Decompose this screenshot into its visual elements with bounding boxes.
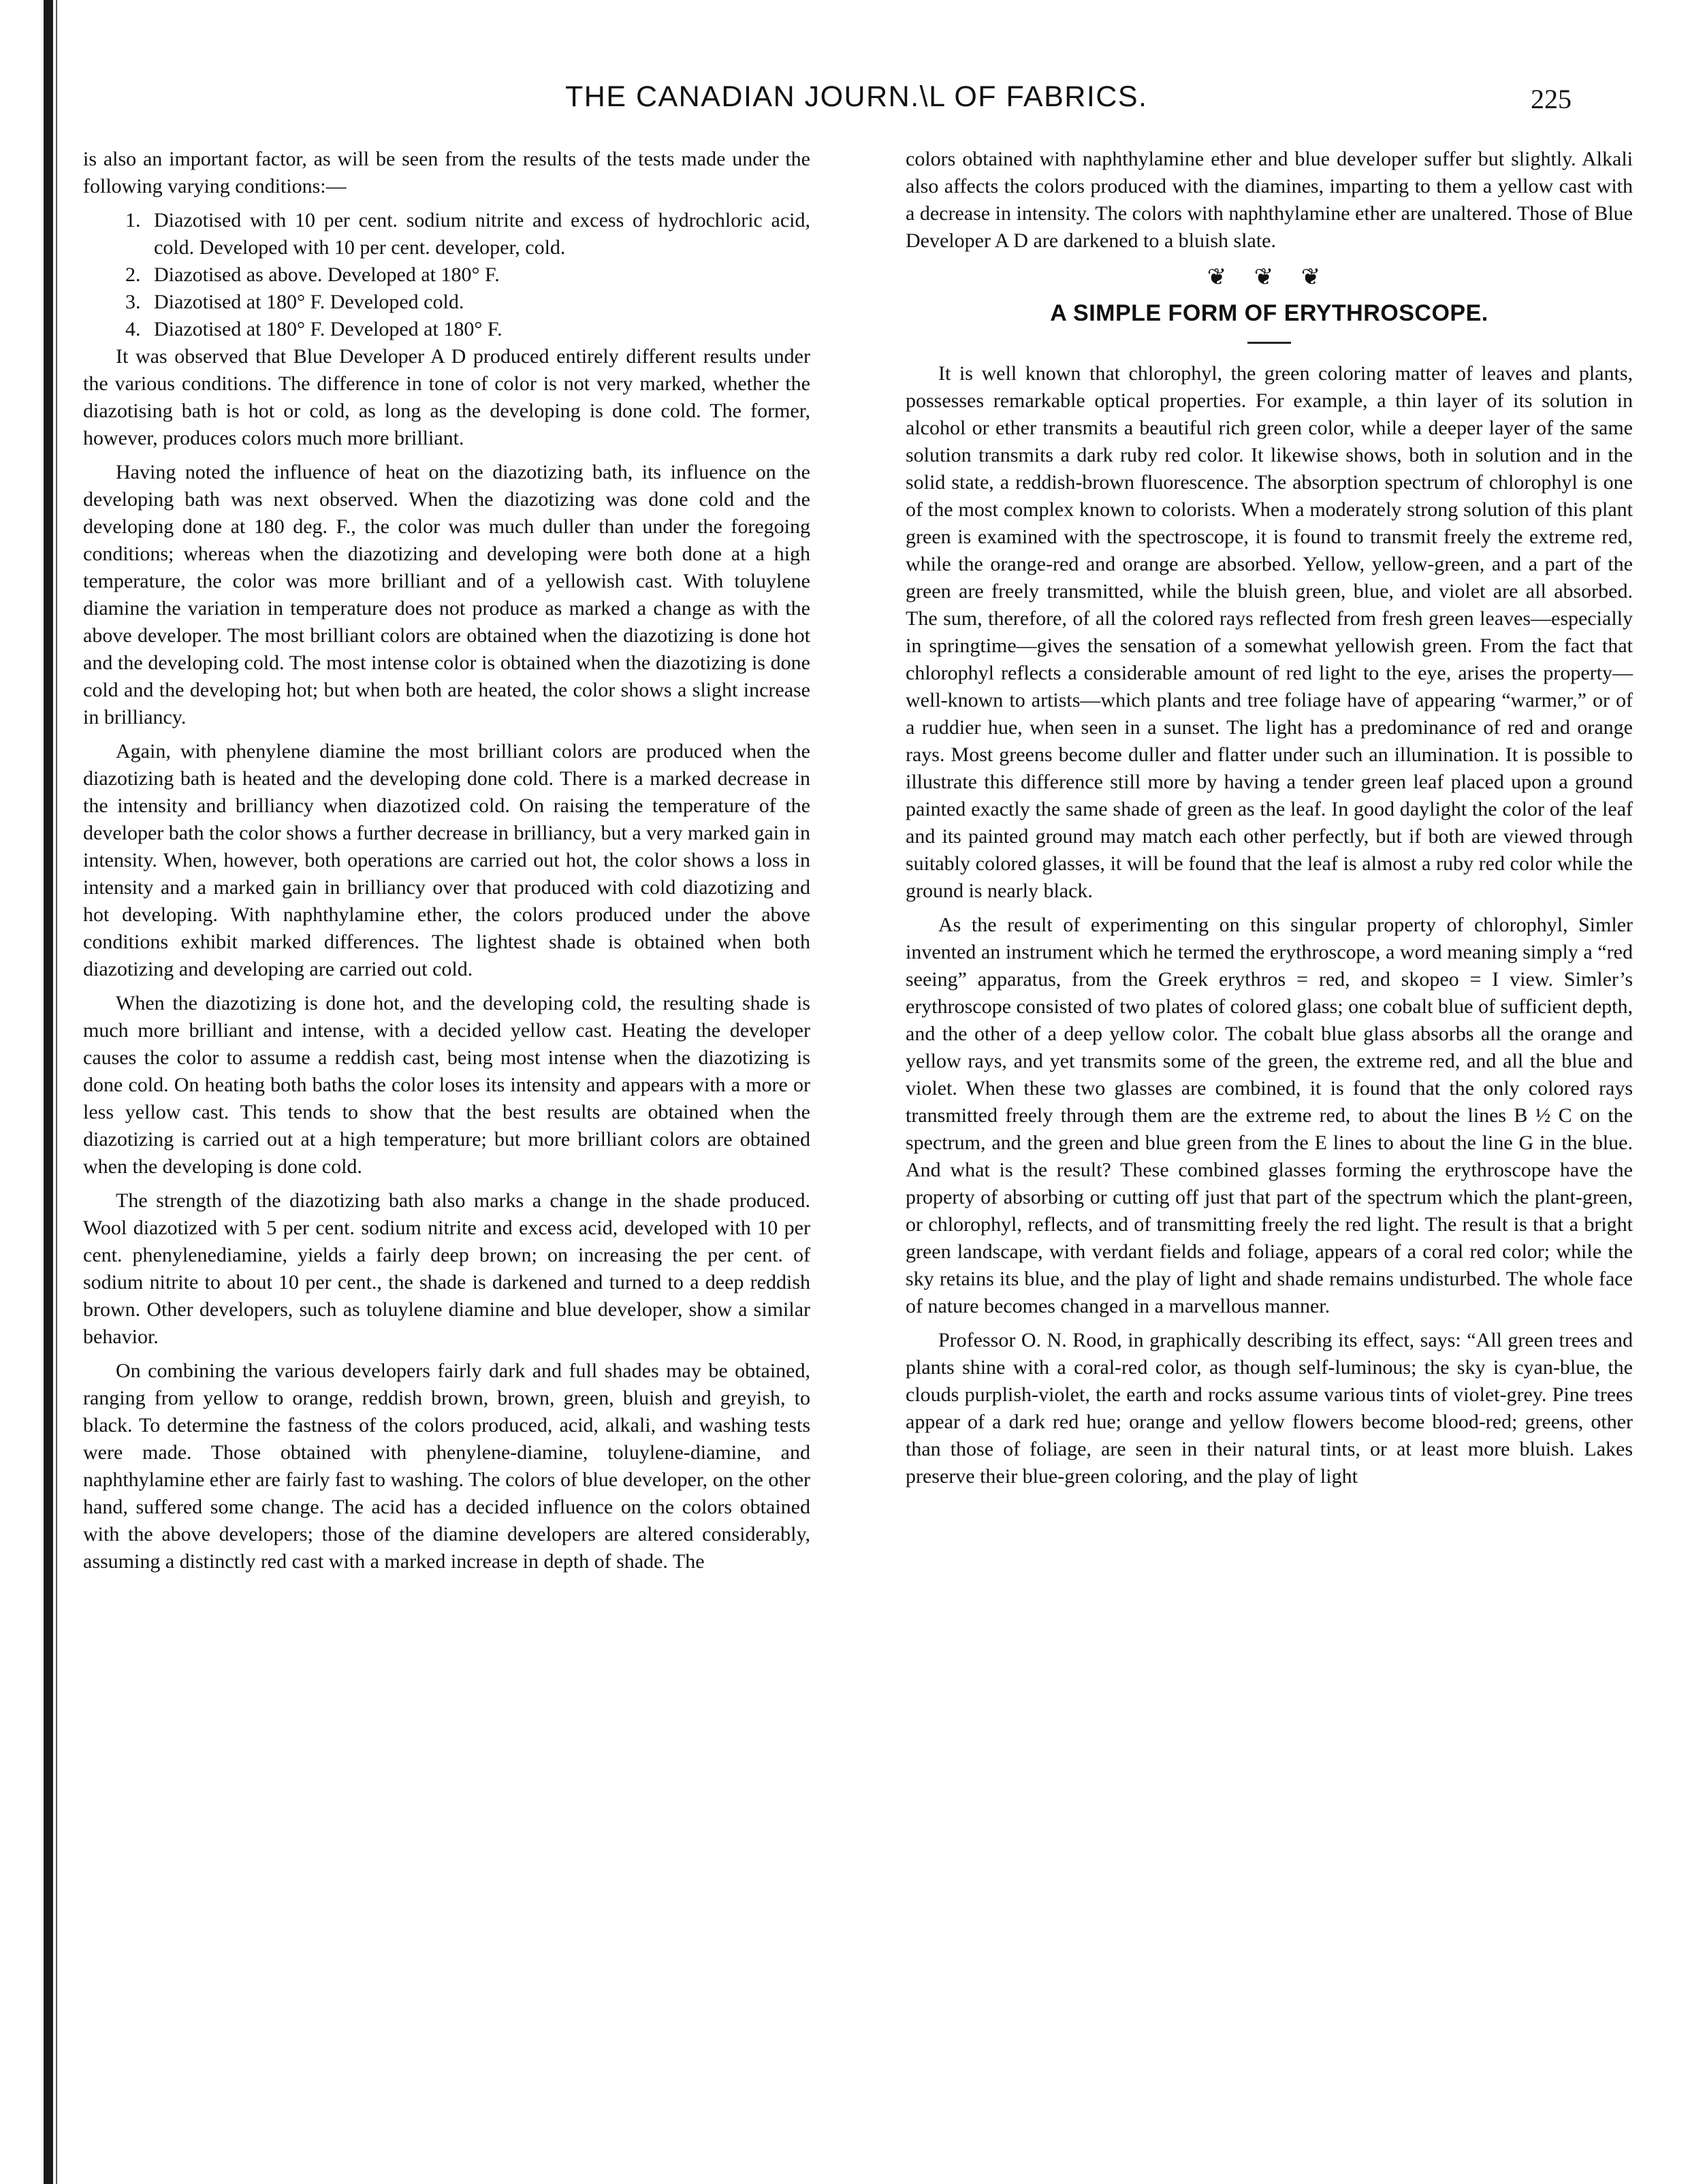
list-item: 2. Diazotised as above. Developed at 180° F. bbox=[146, 261, 810, 289]
page-header bbox=[0, 80, 1705, 128]
list-item: 4. Diazotised at 180° F. Developed at 180° F. bbox=[146, 316, 810, 343]
conditions-list bbox=[83, 207, 810, 343]
body-paragraph: As the result of experimenting on this singular property of chlorophyl, Simler invented an instrument which he termed the erythroscope, a word meaning simply a “red seeing” apparatus, from the Greek erythros = red, and skopeo = I view. Simler’s erythroscope consisted of two plates of colored glass; one cobalt blue of sufficient depth, and the other of a deep yellow color. The cobalt blue glass absorbs all the orange and yellow rays, and yet transmits some of the green, the extreme red, and all the blue and violet. When these two glasses are combined, it is found that the only colored rays transmitted freely through them are the extreme red, to about the lines B ½ C on the spectrum, and the green and blue green from the E lines to about the line G in the blue. And what is the result? These combined glasses forming the erythroscope have the property of absorbing or cutting off just that part of the spectrum which the plant-green, or chlorophyl, reflects, and of transmitting freely the red light. The result is that a bright green landscape, with verdant fields and foliage, appears of a coral red color; while the sky retains its blue, and the play of light and shade remains undisturbed. The whole face of nature becomes changed in a marvellous manner. bbox=[906, 914, 1633, 1317]
body-paragraph: Again, with phenylene diamine the most brilliant colors are produced when the diazotizing bath is heated and the developing done cold. There is a marked decrease in the intensity and brilliancy when diazotized cold. On raising the temperature of the developer bath the color shows a further decrease in brilliancy, but a very marked gain in intensity. When, however, both operations are carried out hot, the color shows a loss in intensity and a marked gain in brilliancy over that produced with cold diazotizing and hot developing. With naphthylamine ether, the colors produced under the above conditions exhibit marked differences. The lightest shade is obtained when both diazotizing and developing are carried out cold. bbox=[83, 740, 810, 980]
right-column bbox=[906, 146, 1633, 1497]
body-paragraph: It was observed that Blue Developer A D produced entirely different results under the various conditions. The difference in tone of color is not very marked, whether the diazotising bath is hot or cold, as long as the developing is done cold. The former, however, produces colors much more brilliant. bbox=[83, 345, 810, 449]
continued-paragraph: is also an important factor, as will be seen from the results of the tests made under the following varying conditions:— bbox=[83, 148, 810, 197]
article-title: A SIMPLE FORM OF ERYTHROSCOPE. bbox=[1050, 300, 1488, 326]
section-ornament: ❦ ❦ ❦ bbox=[1207, 265, 1332, 290]
body-paragraph: The strength of the diazotizing bath also marks a change in the shade produced. Wool diazotized with 5 per cent. sodium nitrite and excess acid, developed with 10 per cent. phenylenediamine, yields a fairly deep brown; on increasing the per cent. of sodium nitrite to about 10 per cent., the shade is darkened and turned to a deep reddish brown. Other developers, such as toluylene diamine and blue developer, show a similar behavior. bbox=[83, 1189, 810, 1348]
body-paragraph: On combining the various developers fairly dark and full shades may be obtained, ranging from yellow to orange, reddish brown, brown, green, bluish and greyish, to black. To determine the fastness of the colors produced, acid, alkali, and washing tests were made. Those obtained with phenylene-diamine, toluylene-diamine, and naphthylamine ether are fairly fast to washing. The colors of blue developer, on the other hand, suffered some change. The acid has a decided influence on the colors obtained with the above developers; those of the diamine developers are altered considerably, assuming a distinctly red cast with a marked increase in depth of shade. The bbox=[83, 1360, 810, 1573]
running-title: THE CANADIAN JOURN.\L OF FABRICS. bbox=[565, 80, 1148, 113]
title-rule bbox=[1247, 342, 1291, 344]
continued-paragraph: colors obtained with naphthylamine ether and blue developer suffer but slightly. Alkali also affects the colors produced with the diamines, imparting to them a yellow cast with a decrease in intensity. The colors with naphthylamine ether are unaltered. Those of Blue Developer A D are darkened to a bluish slate. bbox=[906, 148, 1633, 252]
left-column bbox=[83, 146, 810, 1582]
page-binding-edge bbox=[44, 0, 53, 2184]
list-item: 1. Diazotised with 10 per cent. sodium nitrite and excess of hydrochloric acid, cold. Developed with 10 per cent. developer, cold. bbox=[146, 207, 810, 261]
list-item: 3. Diazotised at 180° F. Developed cold. bbox=[146, 289, 810, 316]
body-paragraph: When the diazotizing is done hot, and the developing cold, the resulting shade is much more brilliant and intense, with a decided yellow cast. Heating the developer causes the color to assume a reddish cast, being most intense when the diazotizing is done cold. On heating both baths the color loses its intensity and appears with a more or less yellow cast. This tends to show that the best results are obtained when the diazotizing is carried out at a high temperature; but more brilliant colors are obtained when the developing is done cold. bbox=[83, 992, 810, 1178]
page-number: 225 bbox=[1531, 84, 1572, 114]
body-paragraph: Professor O. N. Rood, in graphically describing its effect, says: “All green trees and plants shine with a coral-red color, as though self-luminous; the sky is cyan-blue, the clouds purplish-violet, the earth and rocks assume various tints of violet-grey. Pine trees appear of a dark red hue; orange and yellow flowers become blood-red; greens, other than those of foliage, are seen in their natural tints, or at least more bluish. Lakes preserve their blue-green coloring, and the play of light bbox=[906, 1329, 1633, 1488]
body-paragraph: It is well known that chlorophyl, the green coloring matter of leaves and plants, possesses remarkable optical properties. For example, a thin layer of its solution in alcohol or ether transmits a beautiful rich green color, while a deeper layer of the same solution transmits a dark ruby red color. It likewise shows, both in solution and in the solid state, a reddish-brown fluorescence. The absorption spectrum of chlorophyl is one of the most complex known to colorists. When a moderately strong solution of this plant green is examined with the spectroscope, it is found to transmit freely the extreme red, while the orange-red and orange are absorbed. Yellow, yellow-green, and a part of the green are freely transmitted, while the bluish green, blue, and violet are all absorbed. The sum, therefore, of all the colored rays reflected from fresh green leaves—especially in springtime—gives the sensation of a somewhat yellowish green. From the fact that chlorophyl reflects a considerable amount of red light to the eye, arises the property—well-known to artists—which plants and tree foliage have of appearing “warmer,” or of a ruddier hue, when seen in a sunset. The light has a predominance of red and orange rays. Most greens become duller and flatter under such an illumination. It is possible to illustrate this difference still more by having a tender green leaf placed upon a ground painted exactly the same shade of green as the leaf. In good daylight the color of the leaf and its painted ground may match each other perfectly, but if both are viewed through suitably colored glasses, it will be found that the leaf is almost a ruby red color while the ground is nearly black. bbox=[906, 362, 1633, 902]
body-paragraph: Having noted the influence of heat on the diazotizing bath, its influence on the developing bath was next observed. When the diazotizing was done cold and the developing done at 180 deg. F., the color was much duller than under the foregoing conditions; whereas when the diazotizing and developing were both done at a high temperature, the color was more brilliant and of a yellowish cast. With toluylene diamine the variation in temperature does not produce as marked a change as with the above developer. The most brilliant colors are obtained when the diazotizing is done hot and the developing cold. The most intense color is obtained when the diazotizing is done cold and the developing hot; but when both are heated, the color shows a slight increase in brilliancy. bbox=[83, 461, 810, 728]
page-binding-shadow bbox=[56, 0, 57, 2184]
